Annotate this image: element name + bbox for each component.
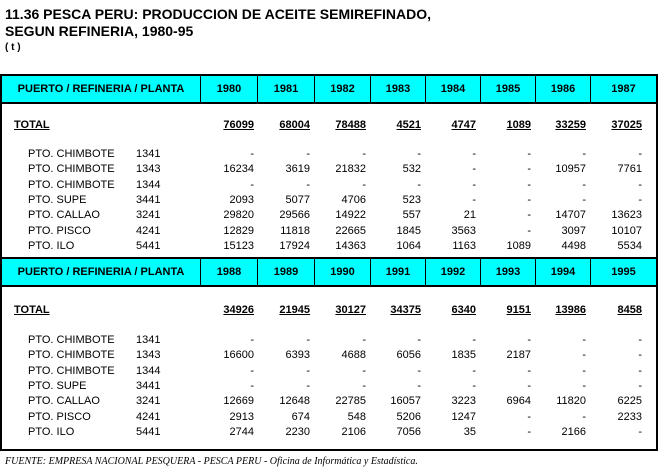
- cell-value: -: [582, 379, 586, 392]
- cell-value: 6393: [285, 349, 310, 362]
- cell-value: -: [582, 410, 586, 423]
- table-row: [0, 224, 654, 239]
- cell-value: -: [472, 379, 476, 392]
- cell-value: -: [250, 379, 254, 392]
- cell-value: 12648: [279, 395, 310, 408]
- year-header: 1994: [535, 259, 590, 285]
- row-name: PTO. CALLAO: [28, 395, 100, 408]
- cell-value: 16600: [223, 349, 254, 362]
- cell-value: 2166: [561, 425, 586, 438]
- year-header: 1986: [535, 76, 590, 102]
- total-label: TOTAL: [14, 119, 50, 131]
- cell-value: 3563: [451, 224, 476, 237]
- cell-value: 1089: [506, 239, 531, 252]
- total-value: 30127: [335, 304, 366, 316]
- total-value: 21945: [279, 304, 310, 316]
- cell-value: 4498: [561, 239, 586, 252]
- row-code: 3241: [136, 209, 161, 222]
- cell-value: 6056: [396, 349, 421, 362]
- table-row: [0, 379, 654, 394]
- cell-value: 1064: [396, 239, 421, 252]
- cell-value: 21832: [335, 163, 366, 176]
- cell-value: -: [638, 148, 642, 160]
- cell-value: 14922: [335, 209, 366, 222]
- cell-value: -: [306, 379, 310, 392]
- year-header: 1988: [200, 259, 257, 285]
- cell-value: -: [362, 178, 366, 191]
- cell-value: -: [250, 364, 254, 377]
- row-name: PTO. ILO: [28, 425, 75, 438]
- cell-value: -: [527, 193, 531, 206]
- total-value: 4747: [451, 119, 476, 131]
- cell-value: -: [582, 193, 586, 206]
- cell-value: 15123: [223, 239, 254, 252]
- cell-value: 3619: [285, 163, 310, 176]
- table-row: [0, 410, 654, 425]
- cell-value: -: [527, 178, 531, 191]
- year-header: 1982: [314, 76, 370, 102]
- cell-value: 548: [347, 410, 366, 423]
- year-header: 1993: [480, 259, 535, 285]
- table-header: [0, 74, 658, 104]
- cell-value: 17924: [279, 239, 310, 252]
- cell-value: -: [638, 178, 642, 191]
- cell-value: 13623: [611, 209, 642, 222]
- year-header: 1990: [314, 259, 370, 285]
- year-header: 1992: [425, 259, 480, 285]
- cell-value: -: [638, 379, 642, 392]
- total-label: TOTAL: [14, 304, 50, 316]
- header-label: PUERTO / REFINERIA / PLANTA: [17, 266, 185, 278]
- row-code: 1341: [136, 334, 161, 346]
- cell-value: -: [417, 148, 421, 160]
- cell-value: 532: [402, 163, 421, 176]
- cell-value: 1835: [451, 349, 476, 362]
- row-code: 5441: [136, 425, 161, 438]
- row-code: 3441: [136, 193, 161, 206]
- cell-value: 674: [291, 410, 310, 423]
- table-title-line1: 11.36 PESCA PERU: PRODUCCION DE ACEITE SEMIREFINADO,: [5, 6, 432, 22]
- cell-value: -: [638, 425, 642, 438]
- cell-value: -: [582, 349, 586, 362]
- cell-value: 5077: [285, 193, 310, 206]
- cell-value: 4688: [341, 349, 366, 362]
- cell-value: 5206: [396, 410, 421, 423]
- cell-value: -: [472, 178, 476, 191]
- cell-value: 2233: [617, 410, 642, 423]
- cell-value: 12829: [223, 224, 254, 237]
- row-code: 4241: [136, 410, 161, 423]
- cell-value: 35: [463, 425, 476, 438]
- total-value: 9151: [506, 304, 531, 316]
- table-row: [0, 394, 654, 409]
- cell-value: 3223: [451, 395, 476, 408]
- total-value: 4521: [396, 119, 421, 131]
- cell-value: -: [362, 364, 366, 377]
- total-row: [0, 303, 654, 318]
- cell-value: 2093: [229, 193, 254, 206]
- cell-value: 2230: [285, 425, 310, 438]
- total-value: 34926: [223, 304, 254, 316]
- row-name: PTO. CALLAO: [28, 209, 100, 222]
- cell-value: 4706: [341, 193, 366, 206]
- cell-value: -: [362, 334, 366, 346]
- cell-value: 2913: [229, 410, 254, 423]
- table-title-line2: SEGUN REFINERIA, 1980-95: [5, 23, 194, 39]
- row-code: 3441: [136, 379, 161, 392]
- cell-value: 10107: [611, 224, 642, 237]
- row-code: 1343: [136, 163, 161, 176]
- cell-value: -: [306, 148, 310, 160]
- cell-value: 6964: [506, 395, 531, 408]
- total-row: [0, 118, 654, 133]
- cell-value: -: [582, 178, 586, 191]
- cell-value: 12669: [223, 395, 254, 408]
- year-header: 1984: [425, 76, 480, 102]
- cell-value: -: [527, 148, 531, 160]
- total-value: 78488: [335, 119, 366, 131]
- year-header: 1981: [257, 76, 314, 102]
- cell-value: 523: [402, 193, 421, 206]
- cell-value: -: [417, 379, 421, 392]
- cell-value: -: [250, 148, 254, 160]
- cell-value: 7056: [396, 425, 421, 438]
- cell-value: -: [250, 178, 254, 191]
- cell-value: -: [527, 224, 531, 237]
- table-row: [0, 193, 654, 208]
- cell-value: -: [250, 334, 254, 346]
- cell-value: -: [417, 364, 421, 377]
- cell-value: 7761: [617, 163, 642, 176]
- header-label: PUERTO / REFINERIA / PLANTA: [17, 83, 185, 95]
- cell-value: -: [638, 193, 642, 206]
- cell-value: 557: [402, 209, 421, 222]
- total-value: 1089: [506, 119, 531, 131]
- table-row: [0, 208, 654, 223]
- cell-value: 11820: [556, 395, 586, 408]
- row-code: 1341: [136, 148, 161, 160]
- cell-value: -: [306, 334, 310, 346]
- cell-value: 2744: [229, 425, 254, 438]
- cell-value: -: [472, 163, 476, 176]
- row-name: PTO. CHIMBOTE: [28, 163, 115, 176]
- table-header: [0, 257, 658, 287]
- cell-value: -: [638, 334, 642, 346]
- cell-value: -: [306, 364, 310, 377]
- total-value: 68004: [279, 119, 310, 131]
- table-row: [0, 364, 654, 379]
- cell-value: -: [472, 334, 476, 346]
- cell-value: 14363: [335, 239, 366, 252]
- year-header: 1987: [590, 76, 656, 102]
- cell-value: 14707: [555, 209, 586, 222]
- source-note: FUENTE: EMPRESA NACIONAL PESQUERA - PESCA PERU - Oficina de Informática y Estadística.: [5, 456, 418, 467]
- row-code: 4241: [136, 224, 161, 237]
- cell-value: -: [472, 148, 476, 160]
- cell-value: -: [472, 193, 476, 206]
- cell-value: -: [638, 364, 642, 377]
- total-value: 34375: [390, 304, 421, 316]
- row-code: 5441: [136, 239, 161, 252]
- row-name: PTO. CHIMBOTE: [28, 148, 115, 160]
- cell-value: 29820: [223, 209, 254, 222]
- row-code: 3241: [136, 395, 161, 408]
- table-row: [0, 239, 654, 254]
- cell-value: -: [638, 349, 642, 362]
- year-header: 1983: [370, 76, 425, 102]
- cell-value: 16234: [223, 163, 254, 176]
- cell-value: 2187: [506, 349, 531, 362]
- year-header: 1995: [590, 259, 656, 285]
- year-header: 1991: [370, 259, 425, 285]
- total-value: 37025: [611, 119, 642, 131]
- row-code: 1344: [136, 178, 161, 191]
- row-code: 1343: [136, 349, 161, 362]
- total-value: 33259: [555, 119, 586, 131]
- total-value: 8458: [617, 304, 642, 316]
- cell-value: -: [582, 148, 586, 160]
- cell-value: 1163: [452, 239, 476, 252]
- cell-value: 22665: [335, 224, 366, 237]
- row-name: PTO. PISCO: [28, 224, 91, 237]
- table-row: [0, 147, 654, 162]
- row-code: 1344: [136, 364, 161, 377]
- cell-value: 16057: [390, 395, 421, 408]
- unit-label: ( t ): [5, 42, 21, 53]
- cell-value: 2106: [341, 425, 366, 438]
- table-row: [0, 425, 654, 440]
- row-name: PTO. CHIMBOTE: [28, 334, 115, 346]
- cell-value: -: [362, 148, 366, 160]
- cell-value: -: [582, 364, 586, 377]
- cell-value: -: [527, 379, 531, 392]
- cell-value: 21: [463, 209, 476, 222]
- cell-value: -: [527, 334, 531, 346]
- cell-value: -: [306, 178, 310, 191]
- table-row: [0, 178, 654, 193]
- table-row: [0, 333, 654, 348]
- total-value: 6340: [451, 304, 476, 316]
- row-name: PTO. SUPE: [28, 193, 87, 206]
- cell-value: -: [527, 163, 531, 176]
- cell-value: -: [472, 364, 476, 377]
- cell-value: -: [417, 178, 421, 191]
- year-header: 1980: [200, 76, 257, 102]
- cell-value: -: [362, 379, 366, 392]
- table-row: [0, 348, 654, 363]
- cell-value: 29566: [279, 209, 310, 222]
- total-value: 76099: [223, 119, 254, 131]
- cell-value: 11818: [280, 224, 310, 237]
- row-name: PTO. CHIMBOTE: [28, 178, 115, 191]
- cell-value: -: [527, 410, 531, 423]
- table-row: [0, 162, 654, 177]
- cell-value: -: [417, 334, 421, 346]
- cell-value: 6225: [617, 395, 642, 408]
- total-value: 13986: [555, 304, 586, 316]
- cell-value: 1247: [451, 410, 476, 423]
- row-name: PTO. SUPE: [28, 379, 87, 392]
- cell-value: -: [527, 364, 531, 377]
- cell-value: 22785: [335, 395, 366, 408]
- cell-value: 1845: [396, 224, 421, 237]
- year-header: 1985: [480, 76, 535, 102]
- cell-value: -: [527, 425, 531, 438]
- year-header: 1989: [257, 259, 314, 285]
- cell-value: -: [582, 334, 586, 346]
- cell-value: 10957: [555, 163, 586, 176]
- row-name: PTO. CHIMBOTE: [28, 364, 115, 377]
- cell-value: 3097: [561, 224, 586, 237]
- table-bottom-border: [0, 449, 658, 451]
- cell-value: 5534: [617, 239, 642, 252]
- row-name: PTO. PISCO: [28, 410, 91, 423]
- cell-value: -: [527, 209, 531, 222]
- row-name: PTO. ILO: [28, 239, 75, 252]
- row-name: PTO. CHIMBOTE: [28, 349, 115, 362]
